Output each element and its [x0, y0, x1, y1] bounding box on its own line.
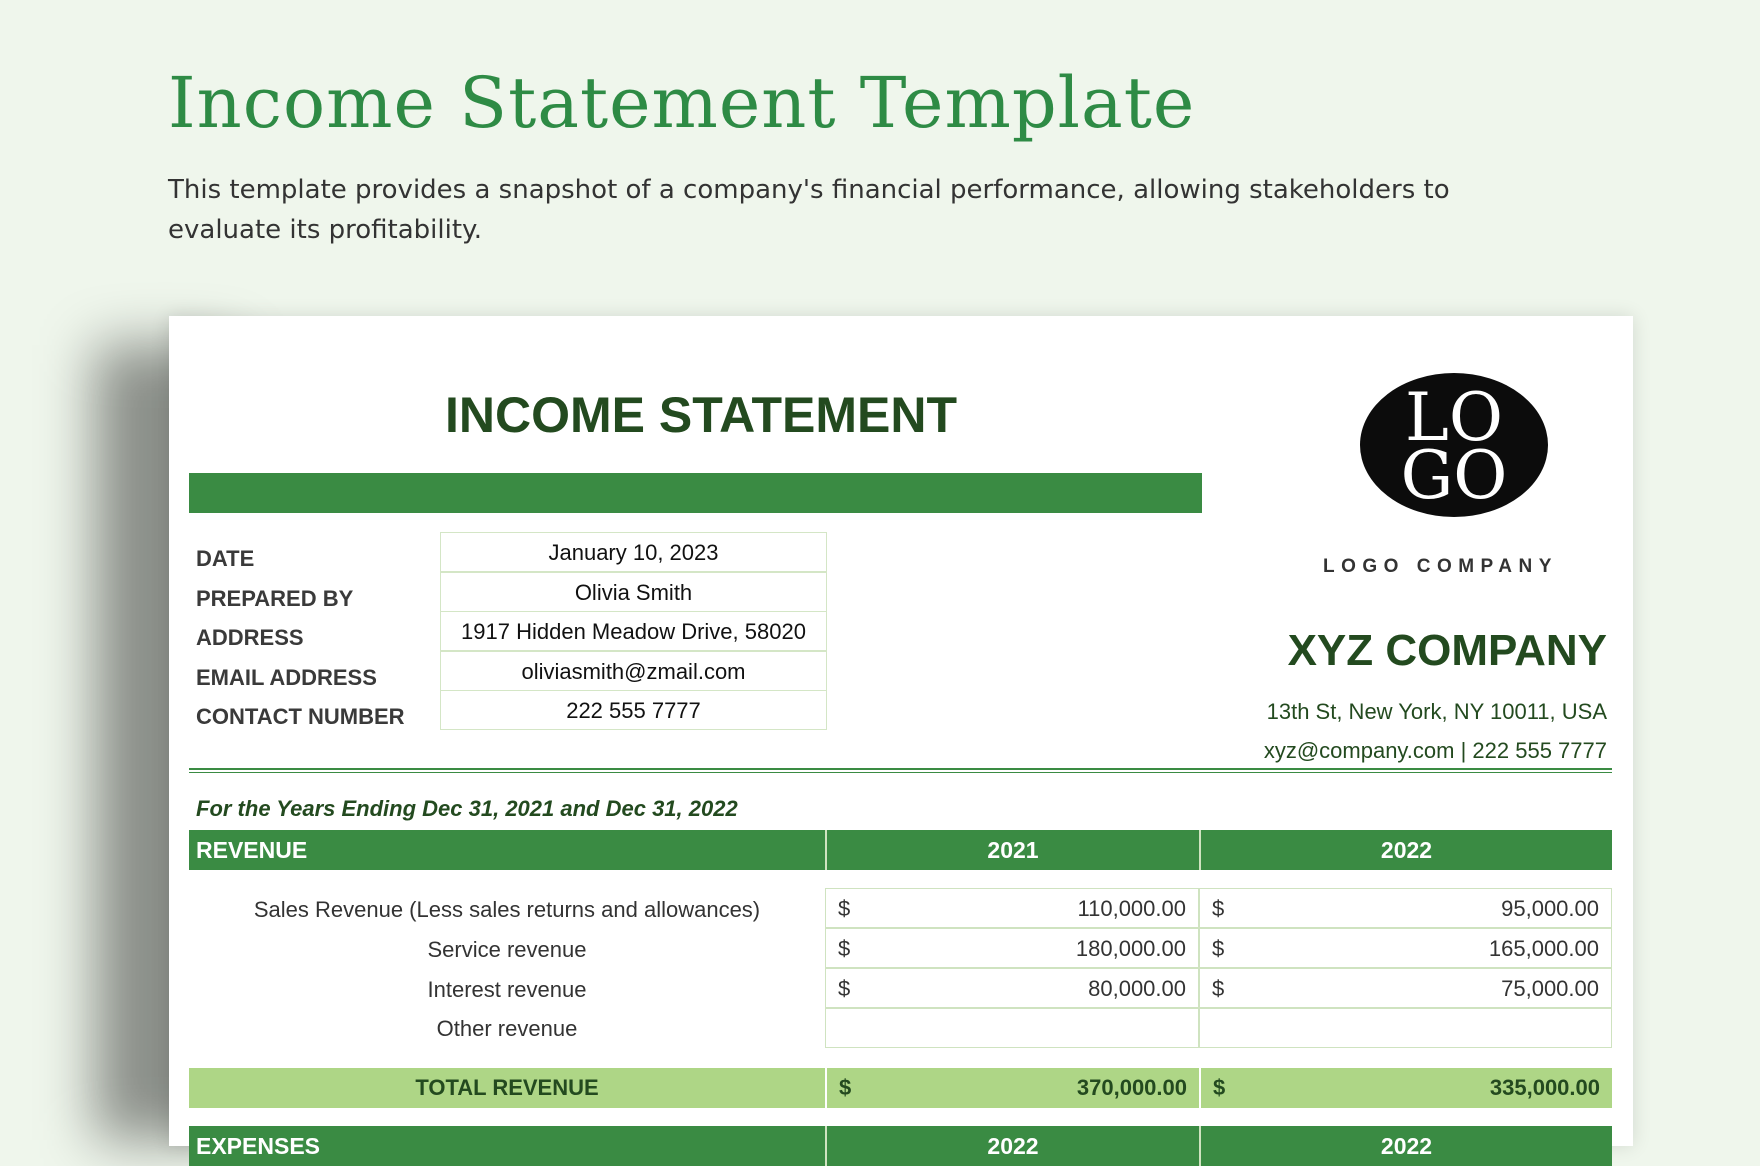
- currency-symbol: $: [838, 896, 851, 921]
- company-contact: xyz@company.com | 222 555 7777: [1263, 738, 1607, 763]
- amount: 370,000.00: [1076, 1075, 1187, 1100]
- revenue-row-label: Other revenue: [436, 1016, 578, 1041]
- revenue-row-label: Sales Revenue (Less sales returns and allowances): [253, 897, 761, 922]
- currency-symbol: $: [1212, 976, 1225, 1001]
- total-revenue-2022[interactable]: [1201, 1068, 1612, 1108]
- page-description: This template provides a snapshot of a company's financial performance, allowing stakeholders to evaluate its profitability.: [168, 175, 1450, 245]
- amount: 165,000.00: [1488, 936, 1599, 961]
- logo-glyph-top: LO: [1405, 379, 1503, 456]
- revenue-cell-2021[interactable]: [825, 1008, 1199, 1048]
- info-label-contact: CONTACT NUMBER: [196, 704, 405, 729]
- currency-symbol: $: [838, 936, 851, 961]
- period-caption: For the Years Ending Dec 31, 2021 and Dec 31, 2022: [196, 796, 738, 821]
- info-value-date[interactable]: January 10, 2023: [440, 532, 827, 572]
- amount: 75,000.00: [1501, 976, 1599, 1001]
- logo-mark: [1360, 373, 1548, 517]
- revenue-cell-2021[interactable]: [825, 928, 1199, 968]
- logo-glyph-bottom: GO: [1400, 437, 1508, 514]
- expenses-year-1: 2022: [987, 1133, 1039, 1159]
- expenses-header-row: [189, 1126, 1612, 1166]
- revenue-cell-2022[interactable]: [1199, 1008, 1612, 1048]
- income-statement-sheet: [169, 316, 1633, 1159]
- revenue-row-label: Interest revenue: [427, 977, 587, 1002]
- logo-caption: LOGO COMPANY: [1323, 556, 1558, 577]
- amount: 80,000.00: [1088, 976, 1186, 1001]
- info-value-contact[interactable]: 222 555 7777: [440, 690, 827, 730]
- total-revenue-row: [189, 1068, 1612, 1108]
- document-title: INCOME STATEMENT: [445, 387, 958, 443]
- revenue-cell-2021[interactable]: [825, 888, 1199, 928]
- page-title: Income Statement Template: [168, 62, 1196, 144]
- currency-symbol: $: [1212, 896, 1225, 921]
- revenue-row-label: Service revenue: [427, 937, 587, 962]
- revenue-cell-2022[interactable]: [1199, 888, 1612, 928]
- revenue-header: REVENUE: [196, 837, 308, 863]
- currency-symbol: $: [839, 1075, 852, 1100]
- revenue-year-1: 2021: [987, 837, 1039, 863]
- revenue-cell-2022[interactable]: [1199, 968, 1612, 1008]
- title-accent-bar: [189, 473, 1202, 513]
- expenses-header: EXPENSES: [196, 1133, 320, 1159]
- amount: 110,000.00: [1077, 896, 1186, 921]
- currency-symbol: $: [838, 976, 851, 1001]
- amount: 180,000.00: [1075, 936, 1186, 961]
- info-value-email[interactable]: oliviasmith@zmail.com: [440, 651, 827, 691]
- amount: 95,000.00: [1501, 896, 1599, 921]
- currency-symbol: $: [1212, 936, 1225, 961]
- total-revenue-label: TOTAL REVENUE: [415, 1075, 599, 1100]
- info-label-email: EMAIL ADDRESS: [196, 665, 377, 690]
- currency-symbol: $: [1213, 1075, 1226, 1100]
- total-revenue-2021[interactable]: [827, 1068, 1199, 1108]
- company-name: XYZ COMPANY: [1287, 626, 1607, 675]
- revenue-header-row: [189, 830, 1612, 870]
- amount: 335,000.00: [1489, 1075, 1600, 1100]
- expenses-year-2: 2022: [1380, 1133, 1433, 1159]
- revenue-cell-2021[interactable]: [825, 968, 1199, 1008]
- company-address: 13th St, New York, NY 10011, USA: [1266, 699, 1607, 724]
- revenue-year-2: 2022: [1380, 837, 1433, 863]
- revenue-cell-2022[interactable]: [1199, 928, 1612, 968]
- info-value-prepared-by[interactable]: Olivia Smith: [440, 572, 827, 612]
- info-label-prepared-by: PREPARED BY: [196, 586, 354, 611]
- info-value-address[interactable]: 1917 Hidden Meadow Drive, 58020: [440, 611, 827, 651]
- info-label-date: DATE: [196, 546, 255, 571]
- section-divider: [189, 768, 1612, 773]
- info-label-address: ADDRESS: [196, 625, 304, 650]
